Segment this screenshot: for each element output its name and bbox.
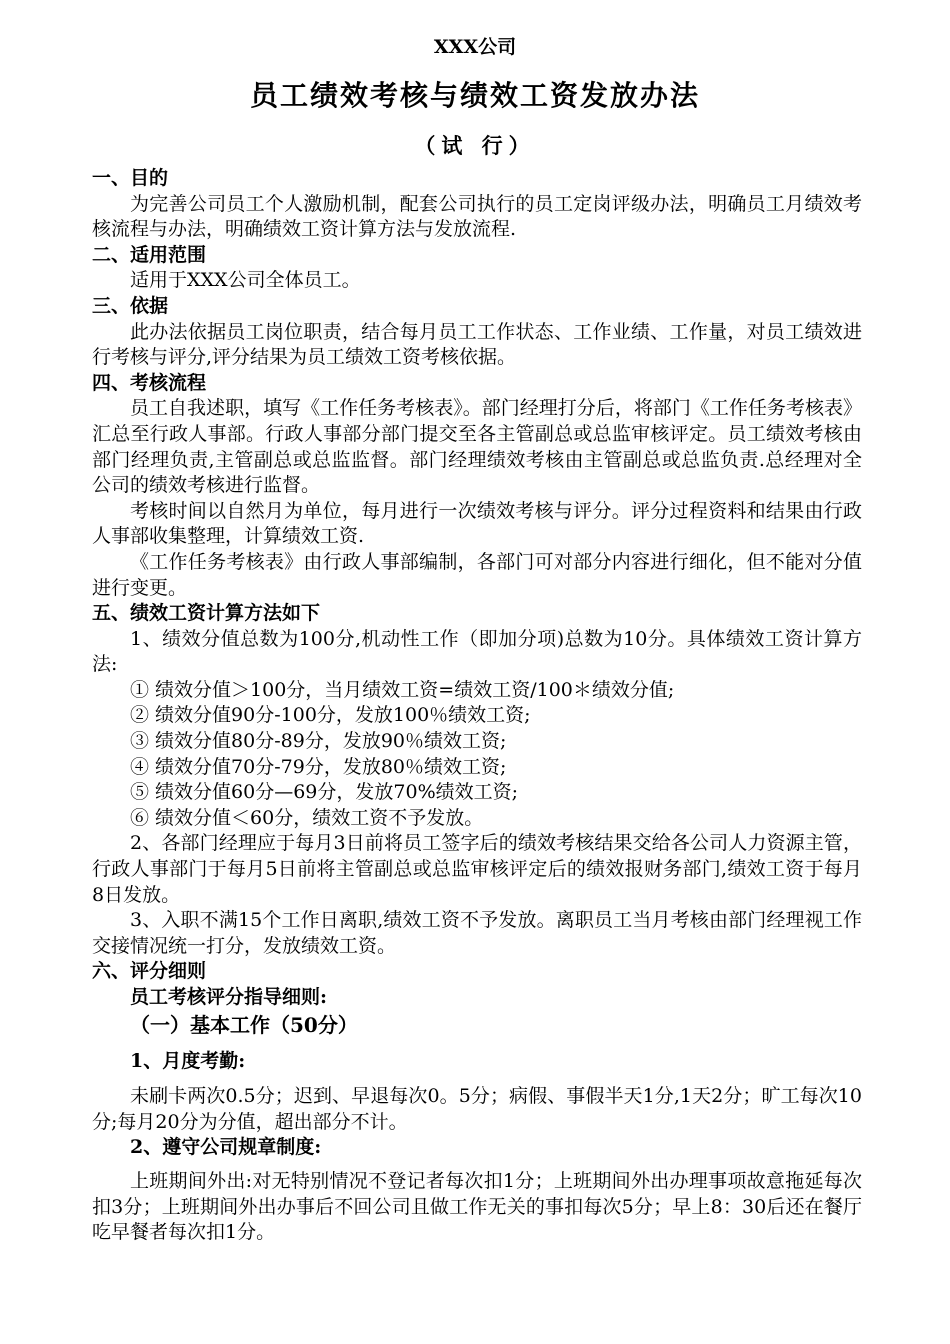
paragraph: 适用于XXX公司全体员工。	[130, 269, 361, 292]
section-heading-scoring: 六、评分细则	[92, 960, 207, 983]
paragraph: 2、各部门经理应于每月3日前将员工签字后的绩效考核结果交给各公司人力资源主管，行政人事部门于每月5日前将主管副总或总监审核评定后的绩效报财务部门,绩效工资于每月8日发放。	[92, 832, 862, 906]
list-item: ② 绩效分值90分-100分，发放100％绩效工资;	[130, 704, 531, 727]
paragraph: 员工自我述职，填写《工作任务考核表》。部门经理打分后，将部门《工作任务考核表》汇总至行政人事部。行政人事部分部门提交至各主管副总或总监审核评定。员工绩效考核由部门经理负责,主管副总或总监监督。部门经理绩效考核由主管副总或总监负责.总经理对全公司的绩效考核进行监督。	[92, 397, 862, 497]
subheading: （一）基本工作（50分）	[130, 1012, 358, 1037]
paragraph: 未刷卡两次0.5分；迟到、早退每次0。5分；病假、事假半天1分,1天2分；旷工每次10分;每月20分为分值，超出部分不计。	[92, 1085, 862, 1133]
list-item: ⑥ 绩效分值＜60分，绩效工资不予发放。	[130, 806, 484, 829]
item-heading-rules: 2、遵守公司规章制度:	[130, 1136, 322, 1159]
subheading: 员工考核评分指导细则:	[130, 986, 328, 1008]
section-heading-purpose: 一、目的	[92, 167, 169, 189]
section-heading-scope: 二、适用范围	[92, 243, 207, 266]
paragraph: 1、绩效分值总数为100分,机动性工作（即加分项)总数为10分。具体绩效工资计算方法:	[92, 627, 862, 676]
section-heading-process: 四、考核流程	[92, 371, 207, 394]
list-item: ③ 绩效分值80分-89分，发放90％绩效工资;	[130, 730, 507, 753]
document-subtitle: （试 行）	[414, 133, 536, 158]
paragraph: 上班期间外出:对无特别情况不登记者每次扣1分；上班期间外出办理事项故意拖延每次扣3分；上班期间外出办事后不回公司且做工作无关的事扣每次5分；早上8：30后还在餐厅吃早餐者每次扣1分。	[92, 1169, 862, 1244]
document-body	[92, 166, 862, 1246]
list-item: ④ 绩效分值70分-79分，发放80％绩效工资;	[130, 755, 507, 778]
section-heading-basis: 三、依据	[92, 294, 169, 317]
document-title: 员工绩效考核与绩效工资发放办法	[249, 79, 700, 112]
list-item: ① 绩效分值＞100分，当月绩效工资=绩效工资/100＊绩效分值;	[130, 678, 675, 701]
paragraph: 《工作任务考核表》由行政人事部编制，各部门可对部分内容进行细化，但不能对分值进行变更。	[92, 550, 862, 599]
item-heading-attendance: 1、月度考勤:	[130, 1049, 246, 1072]
section-heading-calculation: 五、绩效工资计算方法如下	[92, 602, 321, 625]
paragraph: 为完善公司员工个人激励机制，配套公司执行的员工定岗评级办法，明确员工月绩效考核流程与办法，明确绩效工资计算方法与发放流程.	[92, 192, 862, 241]
paragraph: 此办法依据员工岗位职责，结合每月员工工作状态、工作业绩、工作量，对员工绩效进行考核与评分,评分结果为员工绩效工资考核依据。	[92, 320, 862, 369]
list-item: ⑤ 绩效分值60分—69分，发放70%绩效工资;	[130, 781, 519, 804]
paragraph: 3、入职不满15个工作日离职,绩效工资不予发放。离职员工当月考核由部门经理视工作交接情况统一打分，发放绩效工资。	[92, 909, 862, 957]
paragraph: 考核时间以自然月为单位，每月进行一次绩效考核与评分。评分过程资料和结果由行政人事部收集整理，计算绩效工资.	[92, 499, 862, 548]
company-name: XXX公司	[433, 36, 517, 58]
